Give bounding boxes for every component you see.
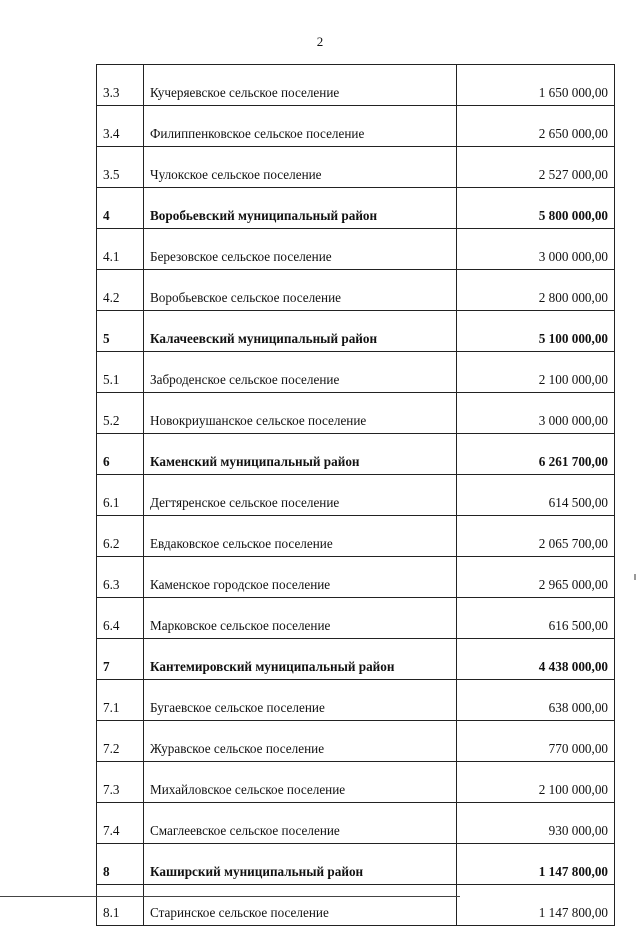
row-name: Воробьевский муниципальный район [144, 188, 457, 229]
row-name: Новокриушанское сельское поселение [144, 393, 457, 434]
row-amount: 3 000 000,00 [457, 229, 615, 270]
row-amount: 2 065 700,00 [457, 516, 615, 557]
district-row [97, 311, 615, 352]
row-name: Журавское сельское поселение [144, 721, 457, 762]
row-number: 5.1 [97, 352, 144, 393]
row-number: 7.1 [97, 680, 144, 721]
row-amount: 1 147 800,00 [457, 885, 615, 926]
row-number: 7.3 [97, 762, 144, 803]
row-amount: 3 000 000,00 [457, 393, 615, 434]
row-name: Михайловское сельское поселение [144, 762, 457, 803]
row-name: Филиппенковское сельское поселение [144, 106, 457, 147]
row-name: Березовское сельское поселение [144, 229, 457, 270]
settlement-row [97, 352, 615, 393]
settlement-row [97, 270, 615, 311]
settlement-row [97, 885, 615, 926]
row-number: 3.3 [97, 65, 144, 106]
row-number: 7.2 [97, 721, 144, 762]
row-name: Калачеевский муниципальный район [144, 311, 457, 352]
row-number: 4 [97, 188, 144, 229]
settlement-row [97, 106, 615, 147]
settlement-row [97, 147, 615, 188]
row-amount: 638 000,00 [457, 680, 615, 721]
row-name: Чулокское сельское поселение [144, 147, 457, 188]
row-number: 5.2 [97, 393, 144, 434]
row-number: 7.4 [97, 803, 144, 844]
row-number: 6.1 [97, 475, 144, 516]
settlement-row [97, 598, 615, 639]
row-name: Кучеряевское сельское поселение [144, 65, 457, 106]
row-number: 3.5 [97, 147, 144, 188]
row-name: Кантемировский муниципальный район [144, 639, 457, 680]
row-number: 8 [97, 844, 144, 885]
row-amount: 2 100 000,00 [457, 352, 615, 393]
row-amount: 4 438 000,00 [457, 639, 615, 680]
row-number: 6 [97, 434, 144, 475]
row-name: Каширский муниципальный район [144, 844, 457, 885]
row-name: Воробьевское сельское поселение [144, 270, 457, 311]
district-row [97, 434, 615, 475]
settlement-row [97, 557, 615, 598]
row-amount: 1 147 800,00 [457, 844, 615, 885]
scan-mark [634, 574, 636, 580]
row-number: 5 [97, 311, 144, 352]
settlement-row [97, 65, 615, 106]
settlement-row [97, 475, 615, 516]
row-number: 4.1 [97, 229, 144, 270]
row-number: 3.4 [97, 106, 144, 147]
page-number: 2 [316, 34, 324, 49]
row-amount: 616 500,00 [457, 598, 615, 639]
row-number: 8.1 [97, 885, 144, 926]
row-amount: 1 650 000,00 [457, 65, 615, 106]
row-amount: 2 650 000,00 [457, 106, 615, 147]
settlement-row [97, 229, 615, 270]
row-amount: 930 000,00 [457, 803, 615, 844]
row-amount: 5 800 000,00 [457, 188, 615, 229]
row-name: Каменское городское поселение [144, 557, 457, 598]
row-name: Марковское сельское поселение [144, 598, 457, 639]
settlement-row [97, 516, 615, 557]
row-number: 6.3 [97, 557, 144, 598]
settlement-row [97, 762, 615, 803]
settlement-row [97, 680, 615, 721]
row-name: Смаглеевское сельское поселение [144, 803, 457, 844]
row-name: Заброденское сельское поселение [144, 352, 457, 393]
row-number: 6.2 [97, 516, 144, 557]
allocation-table-body [97, 65, 615, 926]
settlement-row [97, 393, 615, 434]
row-name: Евдаковское сельское поселение [144, 516, 457, 557]
row-amount: 770 000,00 [457, 721, 615, 762]
district-row [97, 639, 615, 680]
settlement-row [97, 721, 615, 762]
row-amount: 614 500,00 [457, 475, 615, 516]
row-number: 7 [97, 639, 144, 680]
row-name: Каменский муниципальный район [144, 434, 457, 475]
row-name: Дегтяренское сельское поселение [144, 475, 457, 516]
allocation-table [96, 64, 615, 926]
settlement-row [97, 803, 615, 844]
row-amount: 5 100 000,00 [457, 311, 615, 352]
district-row [97, 844, 615, 885]
row-amount: 2 527 000,00 [457, 147, 615, 188]
row-amount: 2 100 000,00 [457, 762, 615, 803]
row-amount: 2 800 000,00 [457, 270, 615, 311]
row-name: Бугаевское сельское поселение [144, 680, 457, 721]
row-name: Старинское сельское поселение [144, 885, 457, 926]
row-amount: 6 261 700,00 [457, 434, 615, 475]
row-number: 4.2 [97, 270, 144, 311]
district-row [97, 188, 615, 229]
row-amount: 2 965 000,00 [457, 557, 615, 598]
row-number: 6.4 [97, 598, 144, 639]
page-bottom-rule [0, 896, 460, 897]
